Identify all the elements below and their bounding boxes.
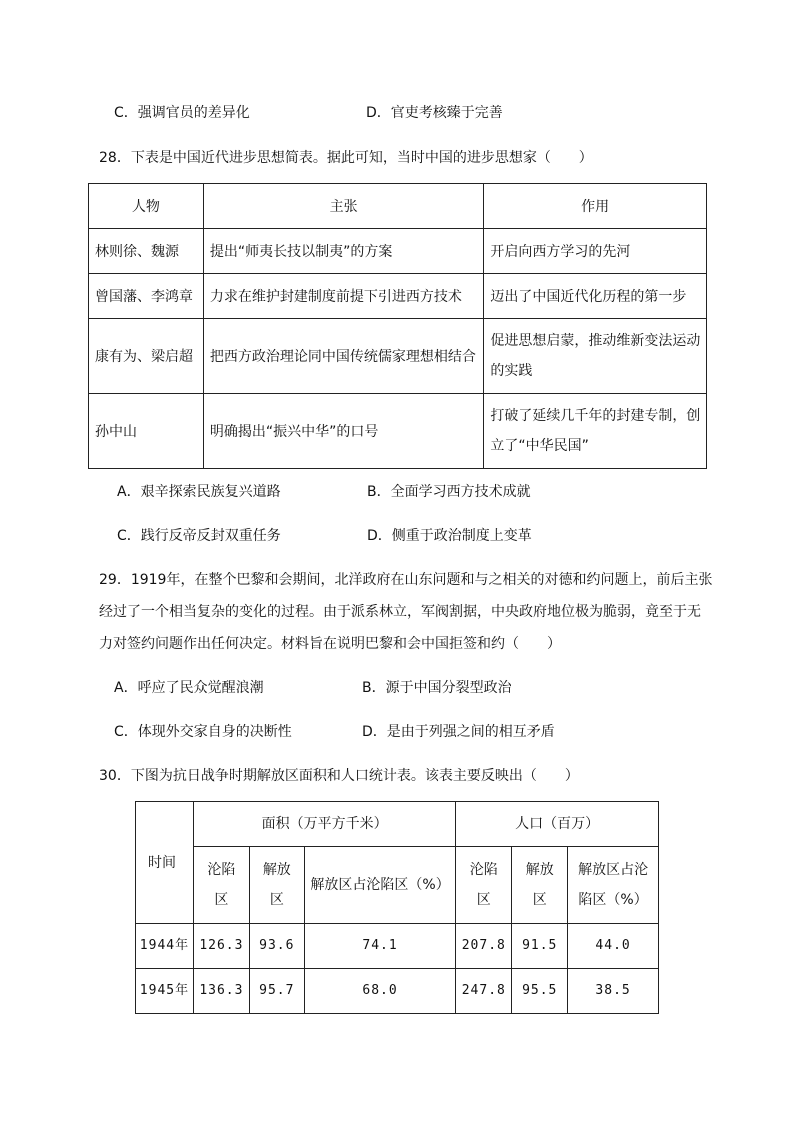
subheader-line: 区 xyxy=(476,892,491,908)
q27-option-d: D．官吏考核臻于完善 xyxy=(366,105,503,121)
header-effect: 作用 xyxy=(484,184,707,229)
cell-effect-line: 促进思想启蒙，推动维新变法运动 xyxy=(490,333,701,349)
cell-person: 林则徐、魏源 xyxy=(89,229,204,274)
q29-stem-line: 经过了一个相当复杂的变化的过程。由于派系林立，军阀割据，中央政府地位极为脆弱，竟至于无 xyxy=(99,604,701,620)
header-area: 面积（万平方千米） xyxy=(193,802,455,847)
subheader-line: 沦陷 xyxy=(207,862,236,878)
cell-effect-line: 打破了延续几千年的封建专制，创 xyxy=(490,408,701,424)
cell-effect xyxy=(484,394,707,469)
subheader-area-occupied xyxy=(193,847,249,924)
cell-area-ratio: 68.0 xyxy=(304,969,456,1014)
q30-stem: 30．下图为抗日战争时期解放区面积和人口统计表。该表主要反映出（ ） xyxy=(99,768,579,784)
cell-pop-ratio: 44.0 xyxy=(568,924,659,969)
header-person: 人物 xyxy=(89,184,204,229)
q29-stem-line: 29．1919年，在整个巴黎和会期间，北洋政府在山东问题和与之相关的对德和约问题上，前后主张 xyxy=(99,572,713,588)
cell-year: 1944年 xyxy=(136,924,194,969)
cell-effect-line: 的实践 xyxy=(490,363,533,379)
q29-option-d: D．是由于列强之间的相互矛盾 xyxy=(362,724,555,740)
table-row xyxy=(136,924,659,969)
q29-option-c: C．体现外交家自身的决断性 xyxy=(114,724,292,740)
subheader-line: 沦陷 xyxy=(469,862,498,878)
subheader-line: 陷区（%） xyxy=(578,892,648,908)
cell-claim: 把西方政治理论同中国传统儒家理想相结合 xyxy=(203,319,484,394)
q28-option-d: D．侧重于政治制度上变革 xyxy=(367,528,532,544)
cell-claim: 提出“师夷长技以制夷”的方案 xyxy=(203,229,484,274)
table-row xyxy=(89,274,707,319)
subheader-pop-ratio xyxy=(568,847,659,924)
q29-option-b: B．源于中国分裂型政治 xyxy=(362,680,512,696)
cell-area-occupied: 136.3 xyxy=(193,969,249,1014)
cell-pop-liberated: 95.5 xyxy=(512,969,568,1014)
subheader-area-ratio: 解放区占沦陷区（%） xyxy=(304,847,456,924)
subheader-line: 区 xyxy=(214,892,229,908)
subheader-line: 区 xyxy=(269,892,284,908)
cell-claim: 力求在维护封建制度前提下引进西方技术 xyxy=(203,274,484,319)
q27-option-c: C．强调官员的差异化 xyxy=(114,105,250,121)
table-subheader-row xyxy=(136,847,659,924)
header-time: 时间 xyxy=(136,802,194,924)
cell-effect-line: 立了“中华民国” xyxy=(490,438,589,454)
q28-option-c: C．践行反帝反封双重任务 xyxy=(117,528,281,544)
cell-person: 曾国藩、李鸿章 xyxy=(89,274,204,319)
q30-table xyxy=(135,801,659,1014)
table-row xyxy=(89,229,707,274)
cell-effect xyxy=(484,319,707,394)
table-row xyxy=(89,394,707,469)
cell-year: 1945年 xyxy=(136,969,194,1014)
cell-effect: 迈出了中国近代化历程的第一步 xyxy=(484,274,707,319)
subheader-area-liberated xyxy=(249,847,304,924)
cell-pop-occupied: 207.8 xyxy=(456,924,512,969)
subheader-line: 区 xyxy=(532,892,547,908)
cell-area-occupied: 126.3 xyxy=(193,924,249,969)
cell-pop-liberated: 91.5 xyxy=(512,924,568,969)
subheader-pop-liberated xyxy=(512,847,568,924)
q28-option-a: A．艰辛探索民族复兴道路 xyxy=(117,484,281,500)
cell-pop-ratio: 38.5 xyxy=(568,969,659,1014)
subheader-pop-occupied xyxy=(456,847,512,924)
subheader-line: 解放 xyxy=(262,862,291,878)
subheader-line: 解放 xyxy=(525,862,554,878)
header-claim: 主张 xyxy=(203,184,484,229)
cell-effect: 开启向西方学习的先河 xyxy=(484,229,707,274)
q28-stem: 28．下表是中国近代进步思想简表。据此可知，当时中国的进步思想家（ ） xyxy=(99,150,593,166)
cell-area-liberated: 93.6 xyxy=(249,924,304,969)
q29-stem-line: 力对签约问题作出任何决定。材料旨在说明巴黎和会中国拒签和约（ ） xyxy=(99,636,561,652)
q28-option-b: B．全面学习西方技术成就 xyxy=(367,484,531,500)
q28-table xyxy=(88,183,707,469)
table-row xyxy=(89,319,707,394)
cell-area-ratio: 74.1 xyxy=(304,924,456,969)
table-header-row xyxy=(136,802,659,847)
cell-area-liberated: 95.7 xyxy=(249,969,304,1014)
cell-person: 康有为、梁启超 xyxy=(89,319,204,394)
table-header-row xyxy=(89,184,707,229)
q29-option-a: A．呼应了民众觉醒浪潮 xyxy=(114,680,264,696)
subheader-line: 解放区占沦 xyxy=(578,862,649,878)
cell-person: 孙中山 xyxy=(89,394,204,469)
cell-pop-occupied: 247.8 xyxy=(456,969,512,1014)
table-row xyxy=(136,969,659,1014)
header-population: 人口（百万） xyxy=(456,802,659,847)
cell-claim: 明确揭出“振兴中华”的口号 xyxy=(203,394,484,469)
